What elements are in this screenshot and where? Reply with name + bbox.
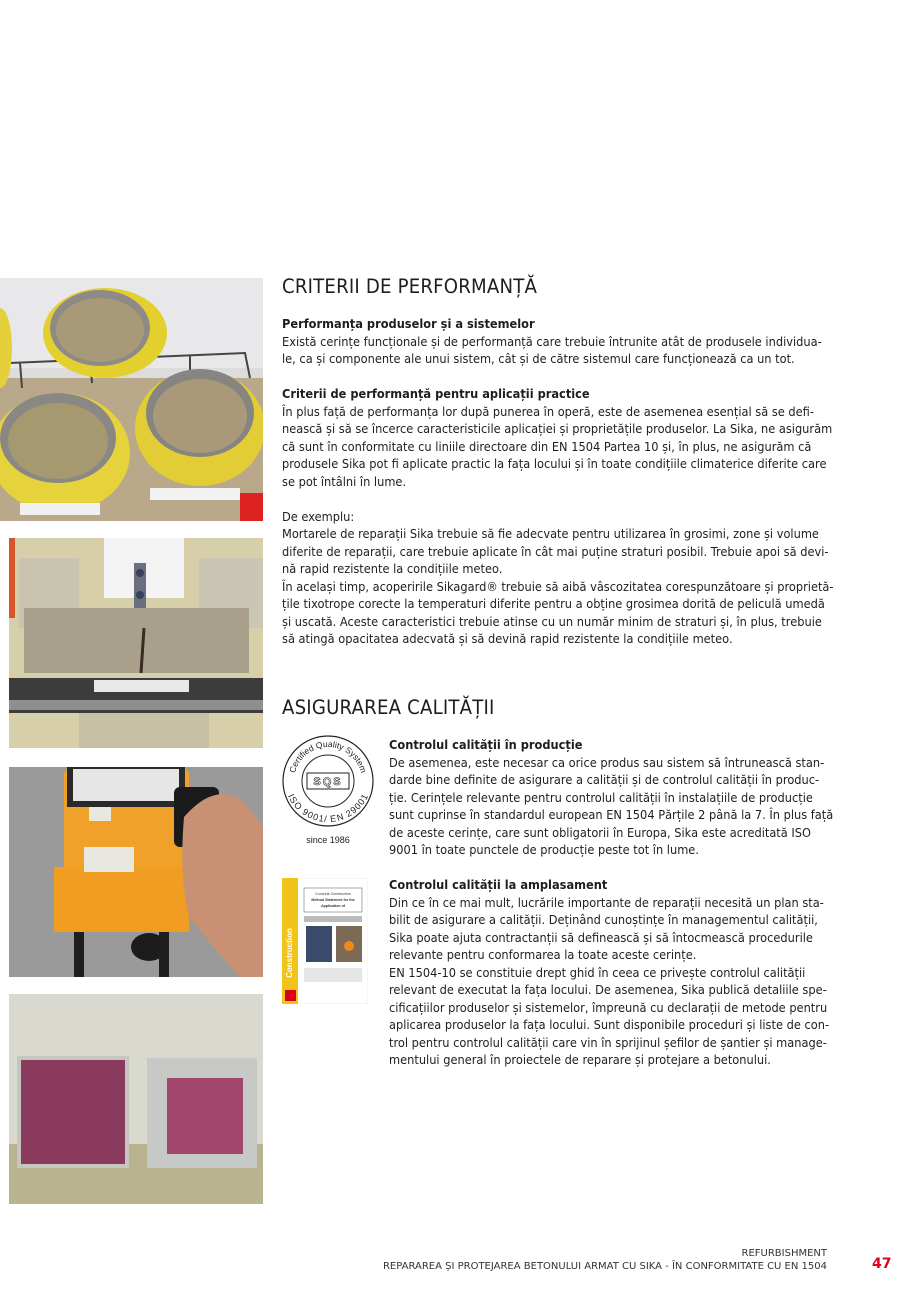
sqs-arc-bottom-text: ISO 9001/ EN 29001: [285, 792, 370, 825]
paragraph-line: că sunt în conformitate cu liniile directoare din EN 1504 Partea 10 și, în plus, ne asigurăm că: [282, 439, 812, 454]
paragraph-line: Sika poate ajuta contractanții să definească și să întocmească procedurile: [389, 930, 813, 945]
paragraph-line: sunt cuprinse în standardul european EN 1504 Părțile 2 până la 7. În plus față: [389, 808, 834, 822]
method-statement-brochure-thumbnail: [282, 878, 368, 1004]
footer-title: REPARAREA ȘI PROTEJAREA BETONULUI ARMAT CU SIKA - ÎN CONFORMITATE CU EN 1504: [382, 1261, 827, 1272]
sqs-since: since 1986: [306, 835, 350, 845]
paragraph-line: De exemplu:: [282, 509, 355, 524]
paragraph-line: țile tixotrope corecte la temperaturi diferite pentru a obține grosimea dorită de peliculă umedă: [282, 597, 825, 611]
paragraph-line: produsele Sika pot fi aplicate practic la fața locului și în toate condițiile climaterice diferite care: [282, 457, 827, 471]
subheading-product-performance: Performanța produselor și a sistemelor: [282, 317, 535, 331]
subheading-site-quality: Controlul calității la amplasament: [389, 878, 608, 892]
paragraph-line: 9001 în toate punctele de producție peste tot în lume.: [389, 843, 699, 857]
photo-flexural-test: [9, 538, 263, 748]
brochure-side-label: Construction: [285, 928, 294, 978]
paragraph-line: bilit de asigurare a calității. Deținând cunoștințe în managementul calității,: [389, 913, 818, 927]
paragraph-line: și uscată. Aceste caracteristici trebuie atinse cu un număr minim de straturi și, în plus, trebuie: [282, 614, 822, 629]
paragraph-line: diferite de reparații, care trebuie aplicate în cât mai puține straturi posibil. Trebuie apoi să devi-: [282, 544, 829, 559]
photo-mortar-rings: [0, 278, 263, 521]
svg-text:Certified Quality System: [287, 739, 369, 774]
sqs-mark: SQS: [313, 776, 343, 788]
paragraph-line: EN 1504-10 se constituie drept ghid în ceea ce privește controlul calității: [389, 965, 806, 980]
paragraph-line: În același timp, acoperirile Sikagard® trebuie să aibă vâscozitatea corespunzătoare și proprietă-: [282, 579, 834, 594]
sqs-certification-logo: [280, 734, 376, 848]
paragraph-line: să atingă opacitatea adecvată și să devină rapid rezistente la condițiile meteo.: [282, 632, 733, 646]
paragraph-line: le, ca și componente ale unui sistem, cât și de către sistemul care funcționează ca un tot.: [282, 352, 795, 366]
paragraph-line: aplicarea produselor la fața locului. Sunt disponibile proceduri și liste de con-: [389, 1018, 830, 1032]
brochure-title-line: Application of: [321, 904, 345, 908]
paragraph-line: nească și să se încerce caracteristicile aplicației și proprietățile produselor. La Sika, ne asigurăm: [282, 422, 833, 436]
brochure-title-line: Method Statement for the: [311, 898, 355, 902]
sqs-arc-top-text: Certified Quality System: [287, 738, 369, 775]
page-footer: [383, 1247, 827, 1273]
photo-carbonation-cubes: [9, 994, 263, 1204]
paragraph-line: Există cerințe funcționale și de performanță care trebuie întrunite atât de produsele individua-: [282, 334, 822, 349]
section-title-performance-criteria: CRITERII DE PERFORMANȚĂ: [282, 275, 538, 298]
photo-pull-off-tester: [9, 767, 263, 977]
paragraph-line: relevant de executat la fața locului. De asemenea, Sika publică detaliile spe-: [389, 983, 827, 997]
page-number: 47: [872, 1256, 892, 1272]
paragraph-line: De asemenea, este necesar ca orice produs sau sistem să întrunească stan-: [389, 755, 825, 770]
brochure-title-line: Concrete Construction: [315, 892, 351, 896]
paragraph-line: relevante pentru conformarea la toate aceste cerințe.: [389, 948, 697, 962]
paragraph-line: de aceste cerințe, care sunt obligatorii în Europa, Sika este acreditată ISO: [389, 825, 811, 840]
section-title-quality-assurance: ASIGURAREA CALITĂȚII: [282, 696, 495, 719]
footer-category: REFURBISHMENT: [741, 1248, 827, 1259]
paragraph-line: darde bine definite de asigurare a calității și de controlul calității în produc-: [389, 773, 820, 787]
paragraph-line: cificațiilor produselor și sistemelor, împreună cu declarații de metode pentru: [389, 1000, 828, 1015]
production-quality-block: [389, 737, 839, 860]
svg-text:ISO 9001/ EN 29001: [286, 792, 370, 824]
performance-text-block: [282, 316, 842, 649]
paragraph-line: Mortarele de reparații Sika trebuie să fie adecvate pentru utilizarea în grosimi, zone și volume: [282, 527, 819, 541]
site-quality-block: [389, 877, 839, 1070]
paragraph-line: mentului general în proiectele de reparare și protejare a betonului.: [389, 1053, 771, 1067]
subheading-practical-criteria: Criterii de performanță pentru aplicații practice: [282, 387, 590, 401]
paragraph-line: ție. Cerințele relevante pentru controlul calității în instalațiile de producție: [389, 790, 813, 805]
paragraph-line: trol pentru controlul calității care vin în sprijinul șefilor de șantier și manage-: [389, 1035, 827, 1050]
paragraph-line: se pot întâlni în lume.: [282, 474, 407, 489]
paragraph-line: nă rapid rezistente la condițiile meteo.: [282, 562, 503, 576]
subheading-production-quality: Controlul calității în producție: [389, 738, 583, 752]
paragraph-line: În plus față de performanța lor după punerea în operă, este de asemenea esențial să se defi-: [282, 404, 814, 419]
paragraph-line: Din ce în ce mai mult, lucrările importante de reparații necesită un plan sta-: [389, 895, 824, 910]
